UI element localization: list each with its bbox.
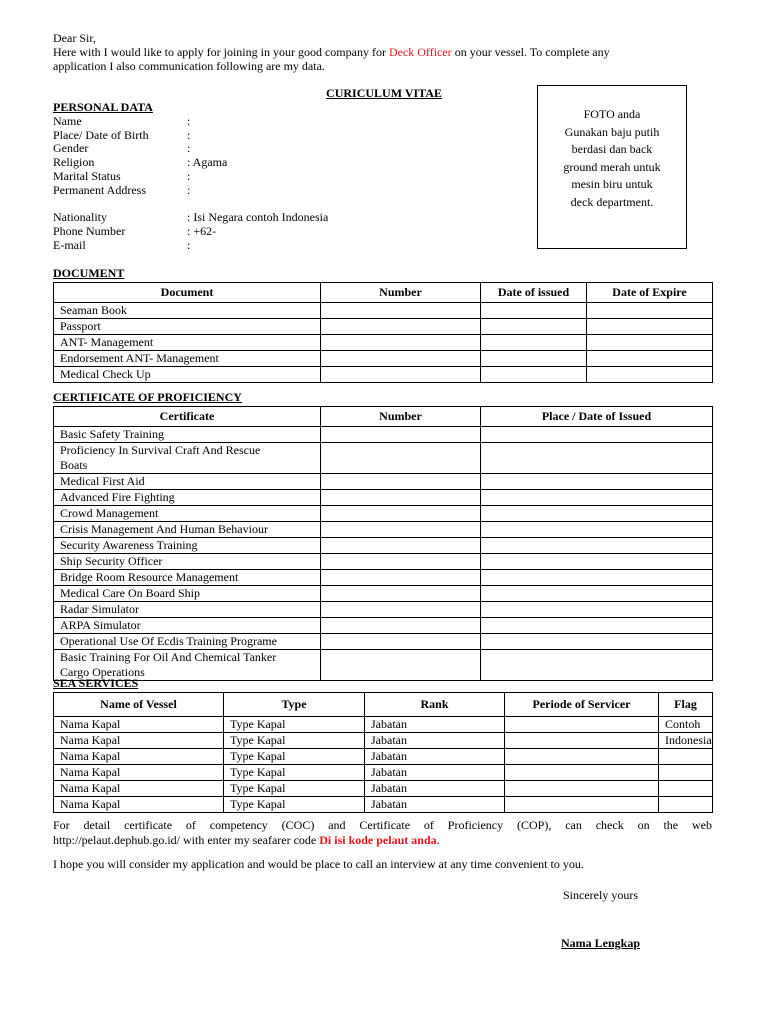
place-date-cell (481, 427, 713, 443)
document-name-cell: Seaman Book (54, 303, 321, 319)
field-name (53, 114, 473, 128)
certificate-cell: Radar Simulator (54, 602, 321, 618)
column-header: Name of Vessel (54, 693, 224, 717)
field-nationality (53, 210, 473, 224)
certificate-cell: Security Awareness Training (54, 538, 321, 554)
rank-cell: Jabatan (365, 749, 505, 765)
certificate-line: Cargo Operations (60, 665, 145, 679)
number-cell (321, 554, 481, 570)
place-date-cell (481, 634, 713, 650)
number-cell (321, 634, 481, 650)
number-cell (321, 367, 481, 383)
table-header-row (54, 693, 713, 717)
type-cell: Type Kapal (224, 797, 365, 813)
column-header: Number (321, 407, 481, 427)
flag-cell: Contoh (659, 717, 713, 733)
field-label: Permanent Address (53, 183, 146, 197)
table-row (54, 717, 713, 733)
field-label: Place/ Date of Birth (53, 128, 149, 142)
vessel-cell: Nama Kapal (54, 797, 224, 813)
column-header: Document (54, 283, 321, 303)
vessel-cell: Nama Kapal (54, 733, 224, 749)
place-date-cell (481, 538, 713, 554)
certificate-line: Boats (60, 458, 88, 472)
field-marital-status (53, 169, 473, 183)
cop-heading: CERTIFICATE OF PROFICIENCY (53, 390, 242, 404)
date-issued-cell (481, 335, 587, 351)
date-issued-cell (481, 367, 587, 383)
period-cell (505, 765, 659, 781)
place-date-cell (481, 650, 713, 681)
period-cell (505, 733, 659, 749)
period-cell (505, 717, 659, 733)
field-label: Gender (53, 141, 89, 155)
photo-line: ground merah untuk (563, 159, 661, 174)
certificate-line: Basic Training For Oil And Chemical Tanker (60, 650, 277, 664)
photo-line: berdasi dan back (571, 142, 653, 156)
table-row (54, 586, 713, 602)
field-value: : (187, 114, 191, 128)
date-issued-cell (481, 351, 587, 367)
table-row (54, 602, 713, 618)
certificate-cell: Bridge Room Resource Management (54, 570, 321, 586)
rank-cell: Jabatan (365, 717, 505, 733)
field-religion (53, 155, 473, 169)
certificate-cell: ARPA Simulator (54, 618, 321, 634)
certificate-cell: Ship Security Officer (54, 554, 321, 570)
table-row (54, 490, 713, 506)
table-row (54, 554, 713, 570)
place-date-cell (481, 618, 713, 634)
certificate-line: Proficiency In Survival Craft And Rescue (60, 443, 261, 457)
number-cell (321, 618, 481, 634)
table-row (54, 303, 713, 319)
seafarer-code-placeholder: Di isi kode pelaut anda (319, 833, 437, 847)
certificate-cell: Crowd Management (54, 506, 321, 522)
flag-cell: Indonesia (659, 733, 713, 749)
sincerely-text: Sincerely yours (563, 888, 638, 902)
table-row (54, 634, 713, 650)
number-cell (321, 522, 481, 538)
salutation: Dear Sir, (53, 31, 96, 45)
date-expire-cell (587, 335, 713, 351)
field-value: : (187, 169, 191, 183)
certificate-cell: Operational Use Of Ecdis Training Programe (54, 634, 321, 650)
date-expire-cell (587, 303, 713, 319)
place-date-cell (481, 506, 713, 522)
signature-name: Nama Lengkap (561, 936, 641, 950)
place-date-cell (481, 554, 713, 570)
vessel-cell: Nama Kapal (54, 749, 224, 765)
table-row (54, 319, 713, 335)
number-cell (321, 351, 481, 367)
table-row (54, 797, 713, 813)
cv-title: CURICULUM VITAE (326, 86, 442, 100)
number-cell (321, 570, 481, 586)
column-header: Number (321, 283, 481, 303)
type-cell: Type Kapal (224, 749, 365, 765)
table-row (54, 474, 713, 490)
period-cell (505, 797, 659, 813)
column-header: Certificate (54, 407, 321, 427)
place-date-cell (481, 586, 713, 602)
place-date-cell (481, 490, 713, 506)
certificate-cell: Advanced Fire Fighting (54, 490, 321, 506)
intro-line-2: application I also communication following are my data. (53, 59, 325, 73)
photo-line: deck department. (570, 194, 654, 209)
field-label: Religion (53, 155, 95, 169)
number-cell (321, 650, 481, 681)
flag-cell (659, 781, 713, 797)
table-row (54, 781, 713, 797)
column-header: Place / Date of Issued (481, 407, 713, 427)
field-value: : (187, 141, 191, 155)
photo-line: Gunakan baju putih (564, 124, 660, 139)
field-value: : (187, 183, 191, 197)
table-row (54, 335, 713, 351)
table-row (54, 650, 713, 681)
vessel-cell: Nama Kapal (54, 765, 224, 781)
detail-period: . (436, 833, 440, 847)
field-value: : (187, 238, 191, 252)
column-header: Flag (659, 693, 713, 717)
table-header-row (54, 407, 713, 427)
table-row (54, 733, 713, 749)
number-cell (321, 474, 481, 490)
field-value: : +62- (187, 224, 217, 238)
date-expire-cell (587, 367, 713, 383)
number-cell (321, 427, 481, 443)
detail-line-2 (53, 833, 440, 847)
hope-paragraph: I hope you will consider my application and would be place to call an interview at any time convenient to you. (53, 857, 584, 871)
period-cell (505, 781, 659, 797)
certificate-cell: Medical Care On Board Ship (54, 586, 321, 602)
type-cell: Type Kapal (224, 765, 365, 781)
number-cell (321, 335, 481, 351)
type-cell: Type Kapal (224, 781, 365, 797)
field-phone-number (53, 224, 473, 238)
number-cell (321, 303, 481, 319)
table-row (54, 749, 713, 765)
intro-text-pre: Here with I would like to apply for joining in your good company for (53, 45, 386, 59)
table-row (54, 506, 713, 522)
date-issued-cell (481, 303, 587, 319)
table-row (54, 538, 713, 554)
rank-cell: Jabatan (365, 781, 505, 797)
personal-data-heading: PERSONAL DATA (53, 100, 153, 114)
field-email (53, 238, 473, 252)
place-date-cell (481, 570, 713, 586)
place-date-cell (481, 522, 713, 538)
number-cell (321, 506, 481, 522)
place-date-cell (481, 443, 713, 474)
column-header: Rank (365, 693, 505, 717)
column-header: Date of Expire (587, 283, 713, 303)
field-value: : Isi Negara contoh Indonesia (187, 210, 329, 224)
number-cell (321, 490, 481, 506)
number-cell (321, 443, 481, 474)
place-date-cell (481, 602, 713, 618)
type-cell: Type Kapal (224, 733, 365, 749)
type-cell: Type Kapal (224, 717, 365, 733)
table-row (54, 443, 713, 474)
intro-position: Deck Officer (388, 45, 452, 59)
certificate-cell: Basic Safety Training (54, 427, 321, 443)
certificate-cell: Medical First Aid (54, 474, 321, 490)
rank-cell: Jabatan (365, 765, 505, 781)
certificate-cell: Crisis Management And Human Behaviour (54, 522, 321, 538)
column-header: Periode of Servicer (505, 693, 659, 717)
table-row (54, 522, 713, 538)
period-cell (505, 749, 659, 765)
photo-line: mesin biru untuk (571, 177, 653, 191)
table-row (54, 618, 713, 634)
date-expire-cell (587, 319, 713, 335)
flag-cell (659, 749, 713, 765)
flag-cell (659, 797, 713, 813)
table-header-row (54, 283, 713, 303)
field-permanent-address (53, 183, 473, 197)
intro-text-post: on your vessel. To complete any (454, 45, 610, 59)
table-row (54, 570, 713, 586)
document-name-cell: Medical Check Up (54, 367, 321, 383)
flag-cell (659, 765, 713, 781)
field-label: Marital Status (53, 169, 121, 183)
document-name-cell: Endorsement ANT- Management (54, 351, 321, 367)
field-value: : Agama (187, 155, 228, 169)
intro-line-1 (53, 45, 610, 59)
photo-line: FOTO anda (583, 107, 641, 121)
table-row (54, 367, 713, 383)
number-cell (321, 538, 481, 554)
field-gender (53, 141, 473, 155)
photo-placeholder-box (537, 85, 687, 249)
number-cell (321, 586, 481, 602)
place-date-cell (481, 474, 713, 490)
date-expire-cell (587, 351, 713, 367)
field-label: Name (53, 114, 82, 128)
document-heading: DOCUMENT (53, 266, 125, 280)
certificate-cell (54, 443, 321, 474)
field-value: : (187, 128, 191, 142)
field-label: Nationality (53, 210, 107, 224)
field-label: Phone Number (53, 224, 126, 238)
document-name-cell: Passport (54, 319, 321, 335)
field-place-date-of-birth (53, 128, 473, 142)
detail-web-text: http://pelaut.dephub.go.id/ with enter my seafarer code (53, 833, 317, 847)
document-table (53, 282, 713, 383)
field-label: E-mail (53, 238, 86, 252)
table-row (54, 765, 713, 781)
sea-services-table (53, 692, 713, 813)
sea-services-heading: SEA SERVICES (53, 676, 139, 690)
rank-cell: Jabatan (365, 733, 505, 749)
vessel-cell: Nama Kapal (54, 717, 224, 733)
cop-table (53, 406, 713, 681)
vessel-cell: Nama Kapal (54, 781, 224, 797)
table-row (54, 351, 713, 367)
detail-line-1: For detail certificate of competency (COC) and Certificate of Proficiency (COP), can check on the web (53, 818, 712, 832)
number-cell (321, 602, 481, 618)
column-header: Type (224, 693, 365, 717)
date-issued-cell (481, 319, 587, 335)
rank-cell: Jabatan (365, 797, 505, 813)
table-row (54, 427, 713, 443)
number-cell (321, 319, 481, 335)
document-name-cell: ANT- Management (54, 335, 321, 351)
column-header: Date of issued (481, 283, 587, 303)
